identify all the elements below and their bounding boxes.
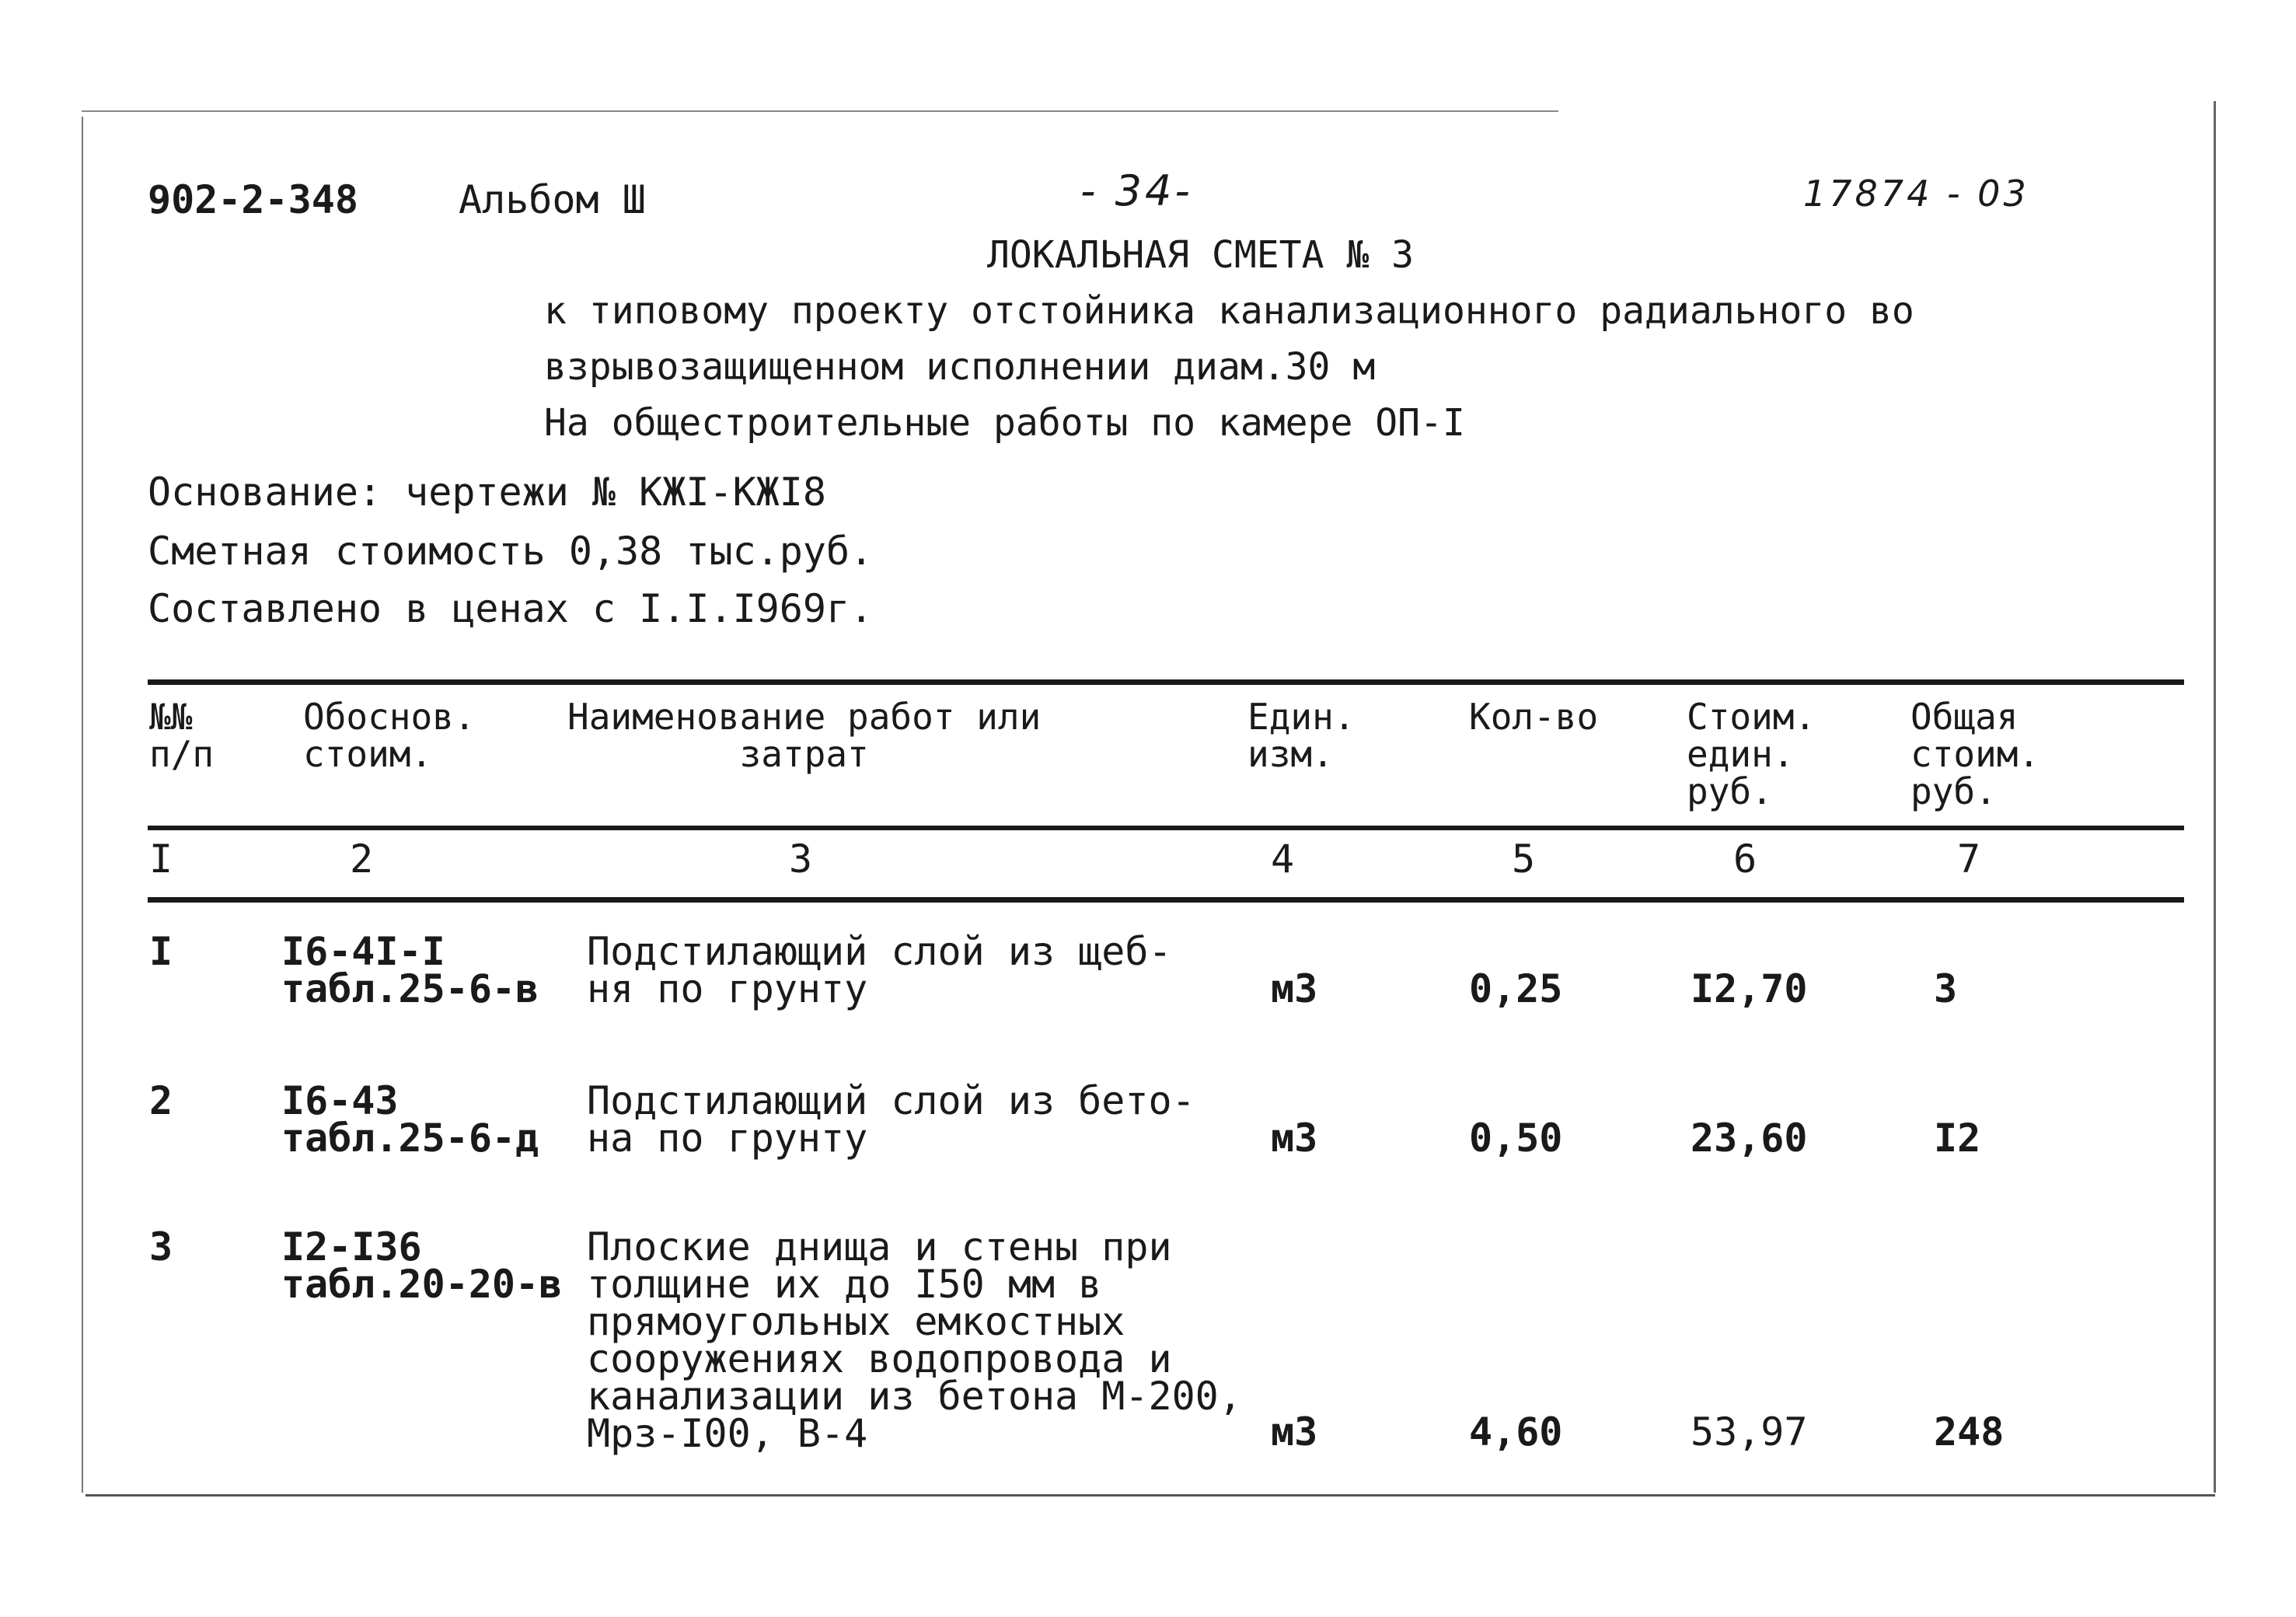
header-col-1: №№ п/п [149, 696, 215, 775]
row-1-number: I [149, 929, 173, 974]
header-bottom-rule [148, 826, 2184, 830]
project-code: 902-2-348 [148, 177, 358, 222]
header-col-7: Общая стоим. руб. [1910, 696, 2040, 812]
prices-line: Составлено в ценах с I.I.I969г. [148, 586, 874, 631]
column-number-5: 5 [1512, 836, 1536, 882]
row-3-basis: I2-I36 табл.20-20-в [281, 1224, 563, 1307]
frame-top [82, 110, 1558, 112]
column-number-6: 6 [1733, 836, 1757, 882]
row-3-total: 248 [1934, 1409, 2005, 1455]
header-col-5: Кол-во [1469, 696, 1599, 738]
header-col-2: Обоснов. стоим. [303, 696, 476, 775]
row-1-total: 3 [1934, 966, 1958, 1011]
header-col-3: Наименование работ или затрат [567, 696, 1042, 775]
row-3-unit: м3 [1271, 1409, 1318, 1455]
row-2-total: I2 [1934, 1116, 1981, 1161]
row-3-unit-cost: 53,97 [1691, 1409, 1808, 1455]
row-3-name: Плоские днища и стены при толщине их до I50 мм в прямоугольных емкостных сооружениях водопровода и канализации из бетона М-200, Мрз-I00, В-4 [587, 1224, 1242, 1456]
frame-bottom [85, 1494, 2215, 1497]
column-number-4: 4 [1271, 836, 1295, 882]
frame-left [82, 117, 83, 1493]
row-2-qty: 0,50 [1469, 1116, 1563, 1161]
row-1-name: Подстилающий слой из щеб- ня по грунту [587, 929, 1172, 1011]
title-line-2: взрывозащищенном исполнении диам.30 м [544, 345, 1376, 389]
column-number-2: 2 [350, 836, 374, 882]
album-label: Альбом Ш [459, 177, 646, 222]
row-2-unit: м3 [1271, 1116, 1318, 1161]
row-1-qty: 0,25 [1469, 966, 1563, 1011]
row-2-number: 2 [149, 1078, 173, 1123]
row-1-unit: м3 [1271, 966, 1318, 1011]
row-2-unit-cost: 23,60 [1691, 1116, 1808, 1161]
header-col-6: Стоим. един. руб. [1687, 696, 1816, 812]
row-1-basis: I6-4I-I табл.25-6-в [281, 929, 539, 1011]
title-line-3: На общестроительные работы по камере ОП-I [544, 401, 1465, 445]
page-number: - 34- [1080, 166, 1193, 215]
document-heading: ЛОКАЛЬНАЯ СМЕТА № 3 [987, 233, 1415, 277]
title-line-1: к типовому проекту отстойника канализационного радиального во [544, 289, 1914, 333]
row-3-number: 3 [149, 1224, 173, 1270]
column-numbers-rule [148, 897, 2184, 903]
column-number-3: 3 [789, 836, 813, 882]
column-number-1: I [149, 836, 173, 882]
row-2-name: Подстилающий слой из бето- на по грунту [587, 1078, 1195, 1161]
frame-right [2214, 101, 2216, 1493]
column-number-7: 7 [1957, 836, 1981, 882]
row-2-basis: I6-43 табл.25-6-д [281, 1078, 539, 1161]
row-3-qty: 4,60 [1469, 1409, 1563, 1455]
cost-line: Сметная стоимость 0,38 тыс.руб. [148, 529, 874, 574]
archive-number: 17874 - 03 [1803, 173, 2029, 215]
basis-line: Основание: чертежи № КЖI-КЖI8 [148, 470, 826, 515]
header-col-4: Един. изм. [1247, 696, 1356, 775]
row-1-unit-cost: I2,70 [1691, 966, 1808, 1011]
table-top-rule [148, 679, 2184, 685]
